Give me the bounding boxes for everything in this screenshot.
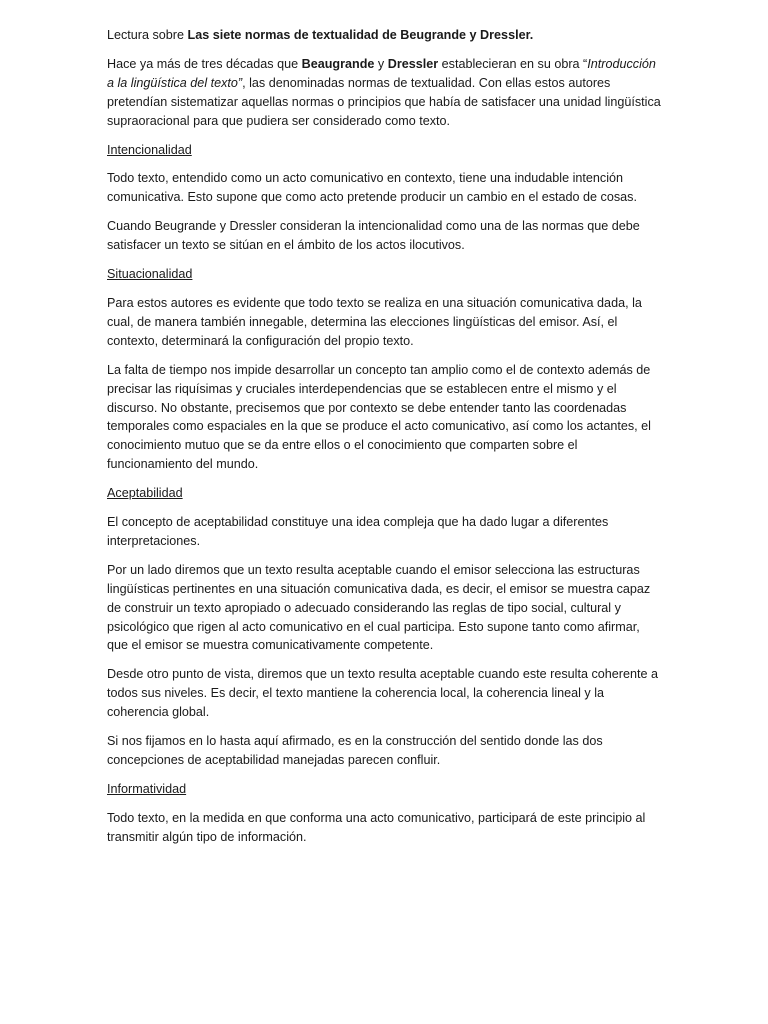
situacionalidad-paragraph-2: La falta de tiempo nos impide desarrollar un concepto tan amplio como el de contexto además de precisar las riquísimas y cruciales interdependencias que se establecen entre el mismo y el discurso. No obstante, precisemos que por contexto se debe entender tanto las coordenadas temporales como espaciales en la que se produce el acto comunicativo, así como los actantes, el conocimiento mutuo que se da entre ellos o el conocimiento que comparten sobre el funcionamiento del mundo. [107, 362, 651, 472]
intro-text-1: Hace ya más de tres décadas que [107, 56, 302, 71]
heading-intencionalidad: Intencionalidad [107, 142, 192, 157]
author-dressler: Dressler [387, 56, 439, 71]
work-title: Introducción a la lingüística del texto” [107, 56, 656, 90]
intencionalidad-paragraph-1: Todo texto, entendido como un acto comunicativo en contexto, tiene una indudable intención comunicativa. Esto supone que como acto pretende producir un cambio en el estado de cosas. [107, 171, 637, 205]
aceptabilidad-paragraph-4: Si nos fijamos en lo hasta aquí afirmado, es en la construcción del sentido donde las dos concepciones de aceptabilidad manejadas parecen confluir. [107, 734, 603, 767]
reading-title: Las siete normas de textualidad de Beugrande y Dressler. [187, 28, 534, 42]
informatividad-paragraph-1: Todo texto, en la medida en que conforma una acto comunicativo, participará de este principio al transmitir algún tipo de información. [107, 810, 646, 844]
intro-text-2: y [374, 56, 388, 71]
aceptabilidad-paragraph-2: Por un lado diremos que un texto resulta aceptable cuando el emisor selecciona las estructuras lingüísticas pertinentes en una situación comunicativa dada, es decir, el emisor se muestra capaz de construir un texto apropiado o adecuado considerando las reglas de tipo social, cultural y psicológico que rigen al acto comunicativo en el cual participa. Esto supone tanto como afirmar, que el emisor se muestra comunicativamente competente. [107, 562, 651, 653]
reading-title-prefix: Lectura sobre [107, 28, 188, 42]
heading-aceptabilidad: Aceptabilidad [107, 486, 183, 501]
intro-text-3: establecieran en su obra “ [438, 56, 588, 71]
heading-situacionalidad: Situacionalidad [107, 267, 193, 282]
intro-paragraph [107, 55, 663, 131]
situacionalidad-paragraph-1: Para estos autores es evidente que todo texto se realiza en una situación comunicativa dada, la cual, de manera también innegable, determina las elecciones lingüísticas del emisor. Así, el contexto, determinará la configuración del propio texto. [107, 295, 642, 348]
intro-text-4: , las denominadas normas de textualidad. Con ellas estos autores pretendían sistematizar aquellas normas o principios que había de satisfacer una unidad lingüística supraoracional para que pudiera ser considerado como texto. [107, 75, 661, 128]
author-beaugrande: Beaugrande [301, 56, 375, 71]
aceptabilidad-paragraph-1: El concepto de aceptabilidad constituye una idea compleja que ha dado lugar a diferentes interpretaciones. [107, 515, 609, 548]
heading-informatividad: Informatividad [107, 781, 187, 796]
intencionalidad-paragraph-2: Cuando Beugrande y Dressler consideran la intencionalidad como una de las normas que debe satisfacer un texto se sitúan en el ámbito de los actos ilocutivos. [107, 219, 640, 253]
aceptabilidad-paragraph-3: Desde otro punto de vista, diremos que un texto resulta aceptable cuando este resulta coherente a todos sus niveles. Es decir, el texto mantiene la coherencia local, la coherencia lineal y la coherencia global. [107, 667, 658, 720]
reading-title-line [107, 26, 663, 45]
document-page [107, 26, 663, 857]
